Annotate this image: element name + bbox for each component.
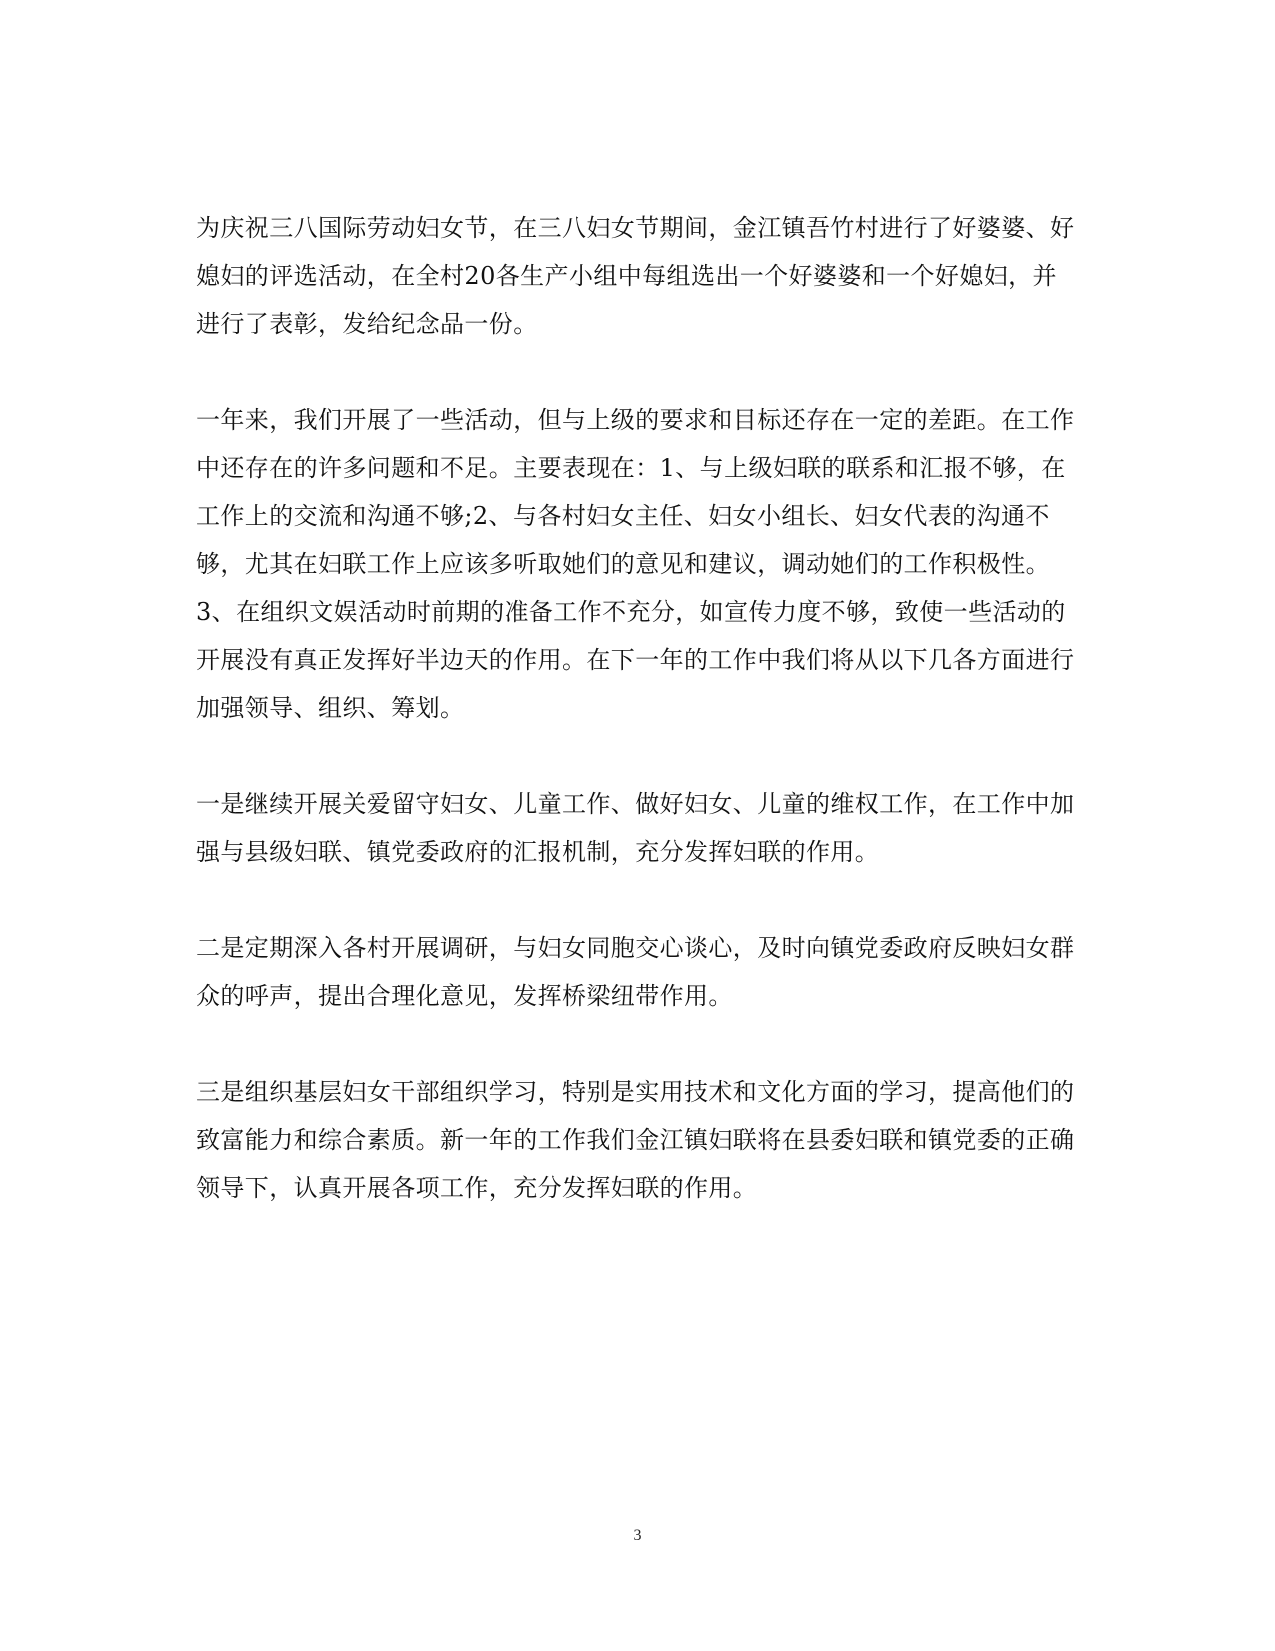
- document-body: [196, 204, 1076, 1212]
- paragraph-shortcomings: 一年来，我们开展了一些活动，但与上级的要求和目标还存在一定的差距。在工作中还存在的许多问题和不足。主要表现在：1、与上级妇联的联系和汇报不够，在工作上的交流和沟通不够;2、与各村妇女主任、妇女小组长、妇女代表的沟通不够，尤其在妇联工作上应该多听取她们的意见和建议，调动她们的工作积极性。: [196, 406, 1075, 578]
- paragraph-womens-day-event: 为庆祝三八国际劳动妇女节，在三八妇女节期间，金江镇吾竹村进行了好婆婆、好媳妇的评选活动，在全村20各生产小组中每组选出一个好婆婆和一个好媳妇，并进行了表彰，发给纪念品一份。: [196, 214, 1075, 338]
- paragraph-item-3: 3、在组织文娱活动时前期的准备工作不充分，如宣传力度不够，致使一些活动的开展没有真正发挥好半边天的作用。在下一年的工作中我们将从以下几各方面进行加强领导、组织、筹划。: [196, 598, 1075, 722]
- paragraph-spacer: [196, 732, 1076, 780]
- paragraph-spacer: [196, 348, 1076, 396]
- paragraph-plan-two: 二是定期深入各村开展调研，与妇女同胞交心谈心，及时向镇党委政府反映妇女群众的呼声，提出合理化意见，发挥桥梁纽带作用。: [196, 934, 1075, 1010]
- paragraph-plan-three: 三是组织基层妇女干部组织学习，特别是实用技术和文化方面的学习，提高他们的致富能力和综合素质。新一年的工作我们金江镇妇联将在县委妇联和镇党委的正确领导下，认真开展各项工作，充分发挥妇联的作用。: [196, 1078, 1075, 1202]
- paragraph-spacer: [196, 1020, 1076, 1068]
- paragraph-plan-one: 一是继续开展关爱留守妇女、儿童工作、做好妇女、儿童的维权工作，在工作中加强与县级妇联、镇党委政府的汇报机制，充分发挥妇联的作用。: [196, 790, 1075, 866]
- paragraph-spacer: [196, 876, 1076, 924]
- page-number: 3: [633, 1527, 642, 1544]
